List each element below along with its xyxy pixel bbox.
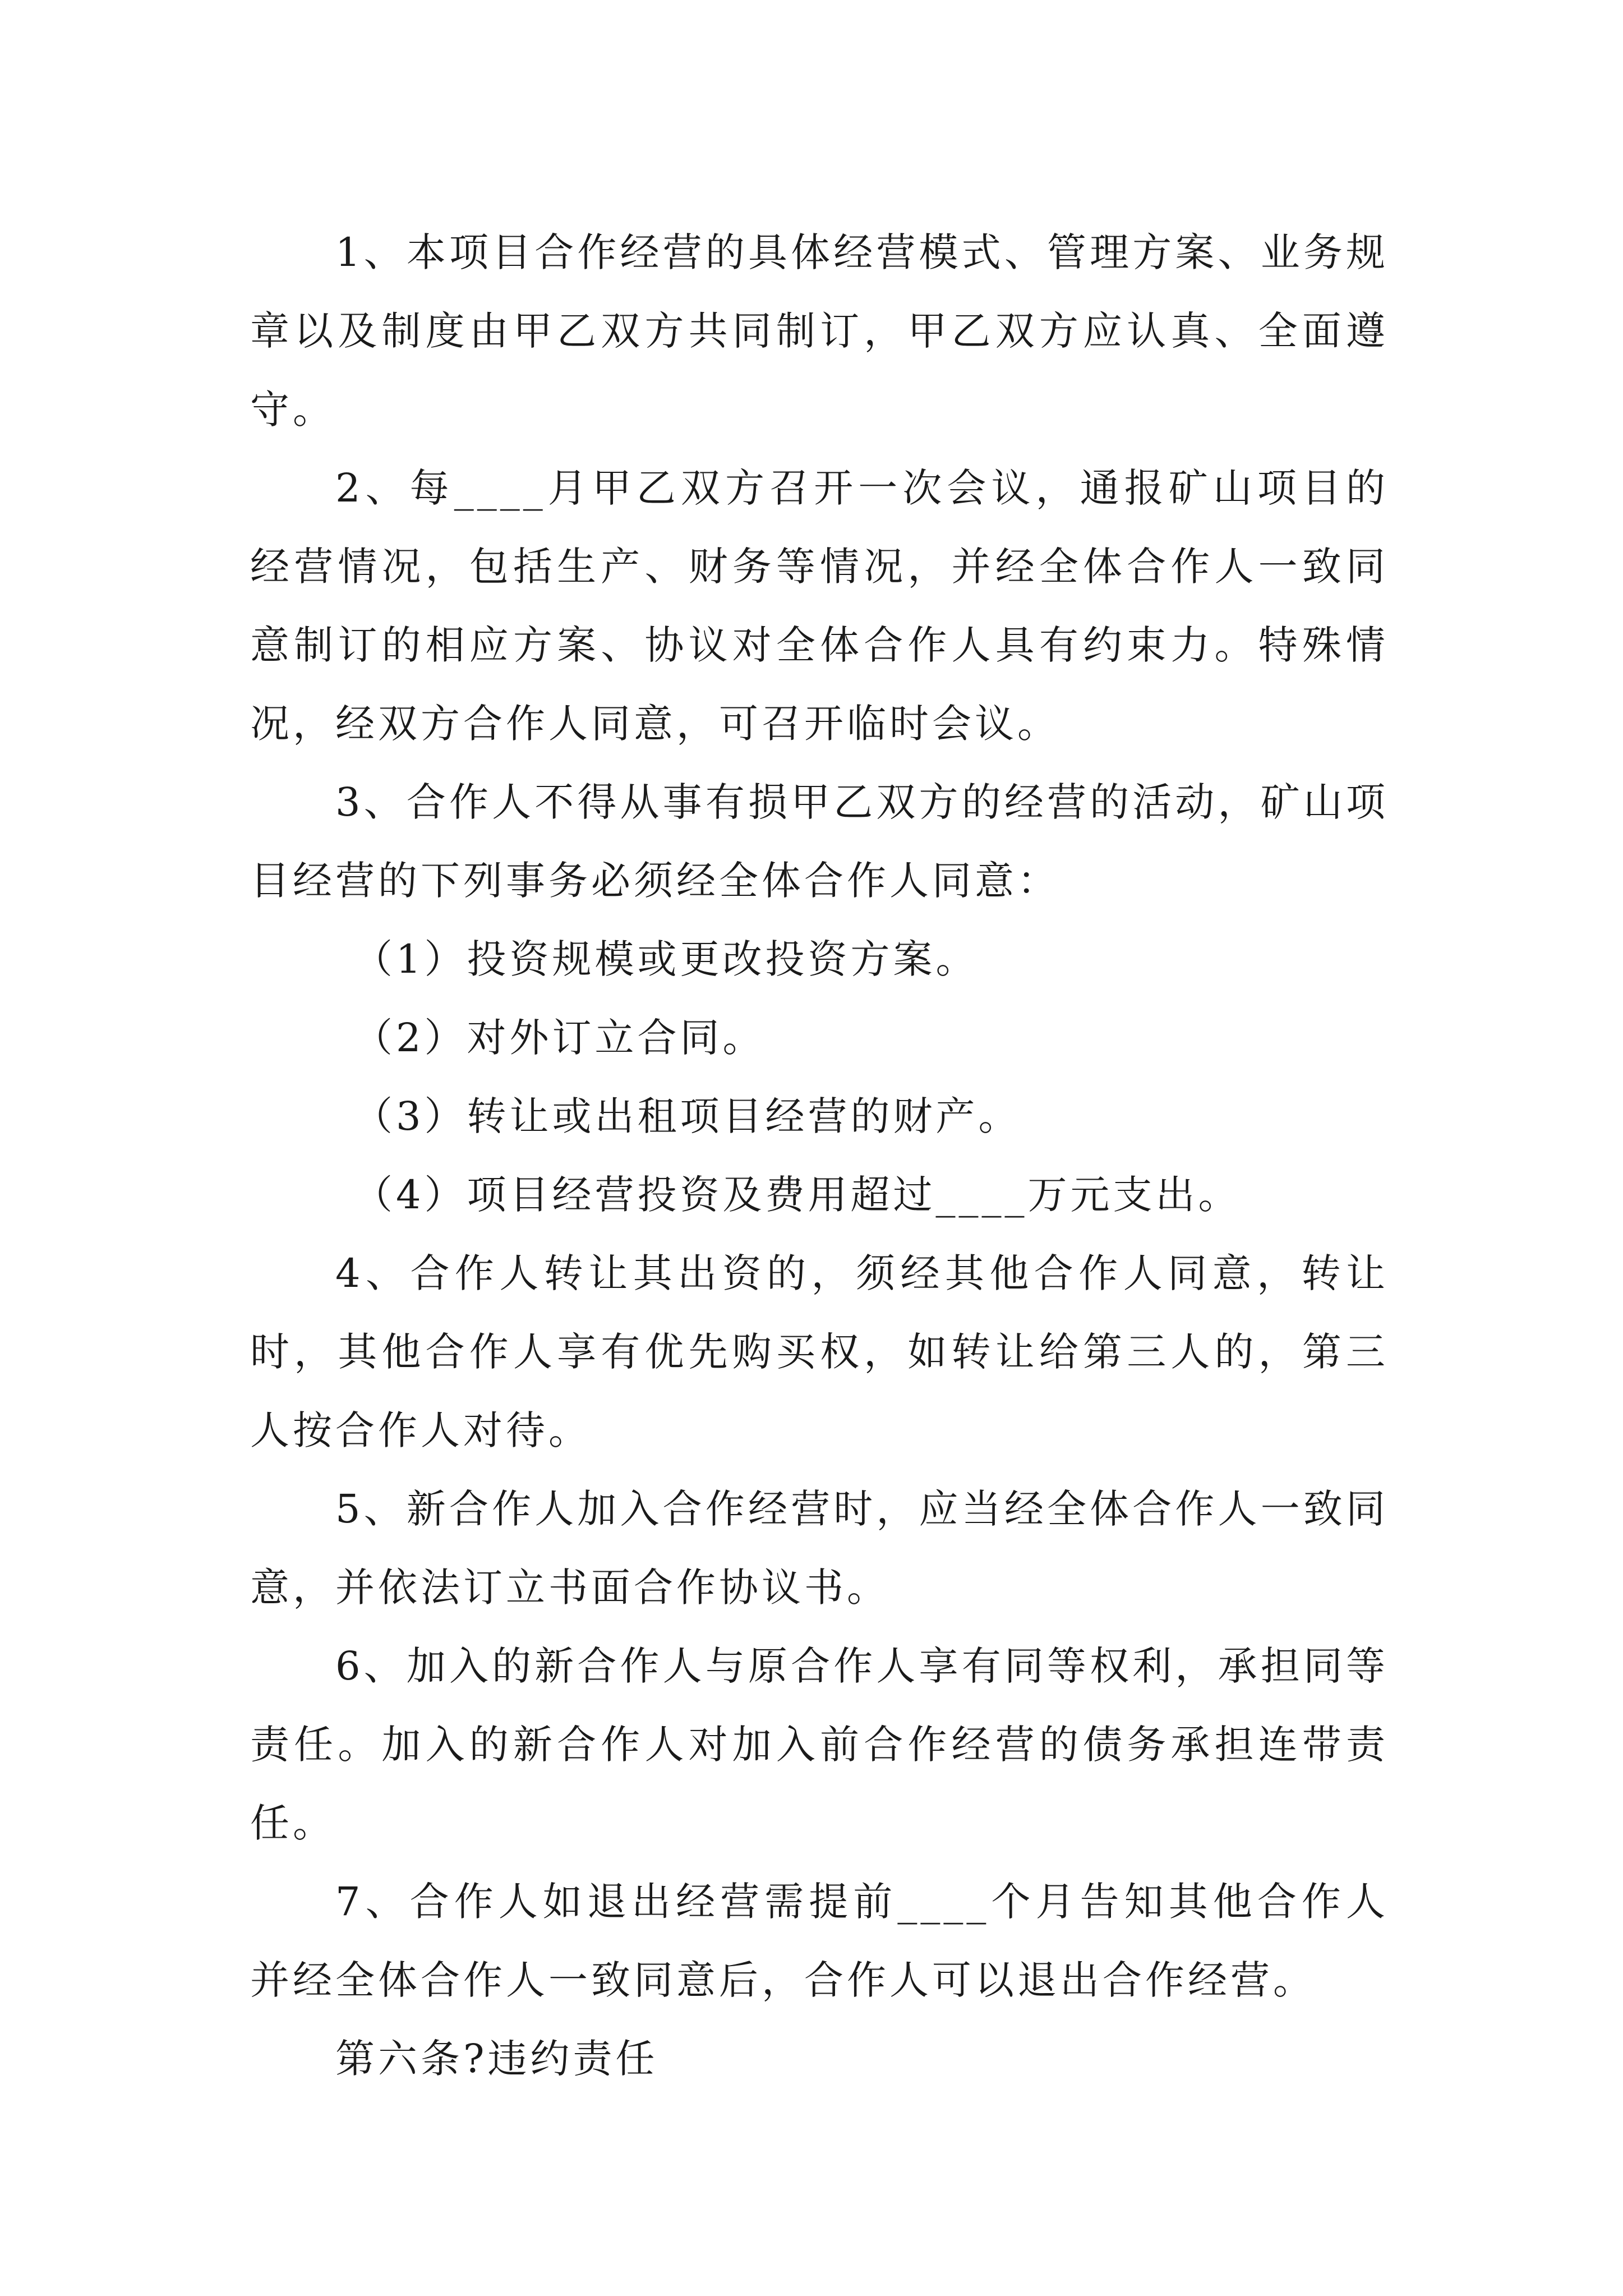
clause-3-item-1: （1）投资规模或更改投资方案。	[353, 936, 979, 982]
clause-7: 7、合作人如退出经营需提前____个月告知其他合作人并经全体合作人一致同意后，合作人可以退出合作经营。	[250, 1879, 1389, 2003]
clause-4: 4、合作人转让其出资的，须经其他合作人同意，转让时，其他合作人享有优先购买权，如转让给第三人的，第三人按合作人对待。	[250, 1250, 1389, 1453]
clause-3: 3、合作人不得从事有损甲乙双方的经营的活动，矿山项目经营的下列事务必须经全体合作人同意：	[250, 779, 1389, 904]
clause-3-item-3: （3）转让或出租项目经营的财产。	[353, 1093, 1021, 1139]
clause-1: 1、本项目合作经营的具体经营模式、管理方案、业务规章以及制度由甲乙双方共同制订，甲乙双方应认真、全面遵守。	[250, 229, 1389, 432]
clause-5: 5、新合作人加入合作经营时，应当经全体合作人一致同意，并依法订立书面合作协议书。	[250, 1486, 1389, 1611]
clause-3-item-2: （2）对外订立合同。	[353, 1015, 766, 1061]
clause-2: 2、每____月甲乙双方召开一次会议，通报矿山项目的经营情况，包括生产、财务等情况，并经全体合作人一致同意制订的相应方案、协议对全体合作人具有约束力。特殊情况，经双方合作人同意，可召开临时会议。	[250, 465, 1389, 747]
clause-3-item-4: （4）项目经营投资及费用超过____万元支出。	[353, 1172, 1241, 1218]
section-heading: 第六条?违约责任	[335, 2036, 658, 2082]
clause-6: 6、加入的新合作人与原合作人享有同等权利，承担同等责任。加入的新合作人对加入前合作经营的债务承担连带责任。	[250, 1643, 1389, 1846]
document-body	[250, 213, 1389, 2098]
